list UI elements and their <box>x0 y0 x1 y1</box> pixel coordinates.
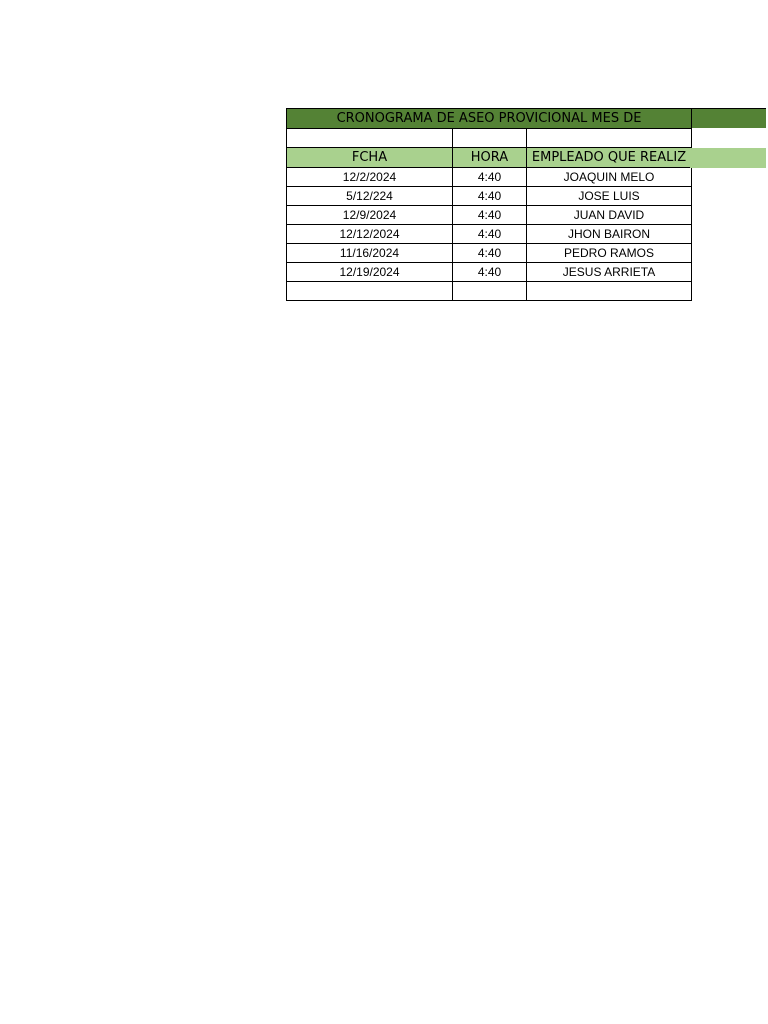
table-row <box>287 168 692 187</box>
cell-hora[interactable]: 4:40 <box>453 244 527 263</box>
column-header-fecha[interactable]: FCHA <box>287 148 453 168</box>
cell-fecha[interactable]: 12/19/2024 <box>287 263 453 282</box>
cell-hora[interactable]: 4:40 <box>453 187 527 206</box>
schedule-table <box>286 128 692 301</box>
cell-empleado[interactable]: JESUS ARRIETA <box>527 263 692 282</box>
blank-row-top <box>287 129 692 148</box>
cell-empleado[interactable]: JUAN DAVID <box>527 206 692 225</box>
cell-fecha[interactable]: 12/9/2024 <box>287 206 453 225</box>
table-wrapper <box>286 128 766 301</box>
cell-blank[interactable] <box>287 282 453 301</box>
cell-empleado[interactable]: PEDRO RAMOS <box>527 244 692 263</box>
cell-blank[interactable] <box>287 129 453 148</box>
cell-empleado[interactable]: JHON BAIRON <box>527 225 692 244</box>
cell-hora[interactable]: 4:40 <box>453 263 527 282</box>
schedule-sheet <box>286 108 766 301</box>
table-row <box>287 187 692 206</box>
cell-hora[interactable]: 4:40 <box>453 168 527 187</box>
cell-fecha[interactable]: 11/16/2024 <box>287 244 453 263</box>
cell-blank[interactable] <box>453 129 527 148</box>
column-header-hora[interactable]: HORA <box>453 148 527 168</box>
cell-empleado[interactable]: JOSE LUIS <box>527 187 692 206</box>
column-header-empleado[interactable]: EMPLEADO QUE REALIZ <box>527 148 692 168</box>
cell-hora[interactable]: 4:40 <box>453 206 527 225</box>
cell-fecha[interactable]: 12/2/2024 <box>287 168 453 187</box>
cell-blank[interactable] <box>527 129 692 148</box>
header-row <box>287 148 692 168</box>
table-row <box>287 244 692 263</box>
cell-hora[interactable]: 4:40 <box>453 225 527 244</box>
blank-row-bottom <box>287 282 692 301</box>
header-band-fill <box>690 148 766 168</box>
table-row <box>287 206 692 225</box>
title-bar <box>286 108 766 128</box>
title-divider <box>691 109 692 129</box>
sheet-title: CRONOGRAMA DE ASEO PROVICIONAL MES DE <box>336 111 642 126</box>
cell-blank[interactable] <box>453 282 527 301</box>
table-row <box>287 263 692 282</box>
cell-empleado[interactable]: JOAQUIN MELO <box>527 168 692 187</box>
cell-fecha[interactable]: 5/12/224 <box>287 187 453 206</box>
table-row <box>287 225 692 244</box>
cell-fecha[interactable]: 12/12/2024 <box>287 225 453 244</box>
cell-blank[interactable] <box>527 282 692 301</box>
